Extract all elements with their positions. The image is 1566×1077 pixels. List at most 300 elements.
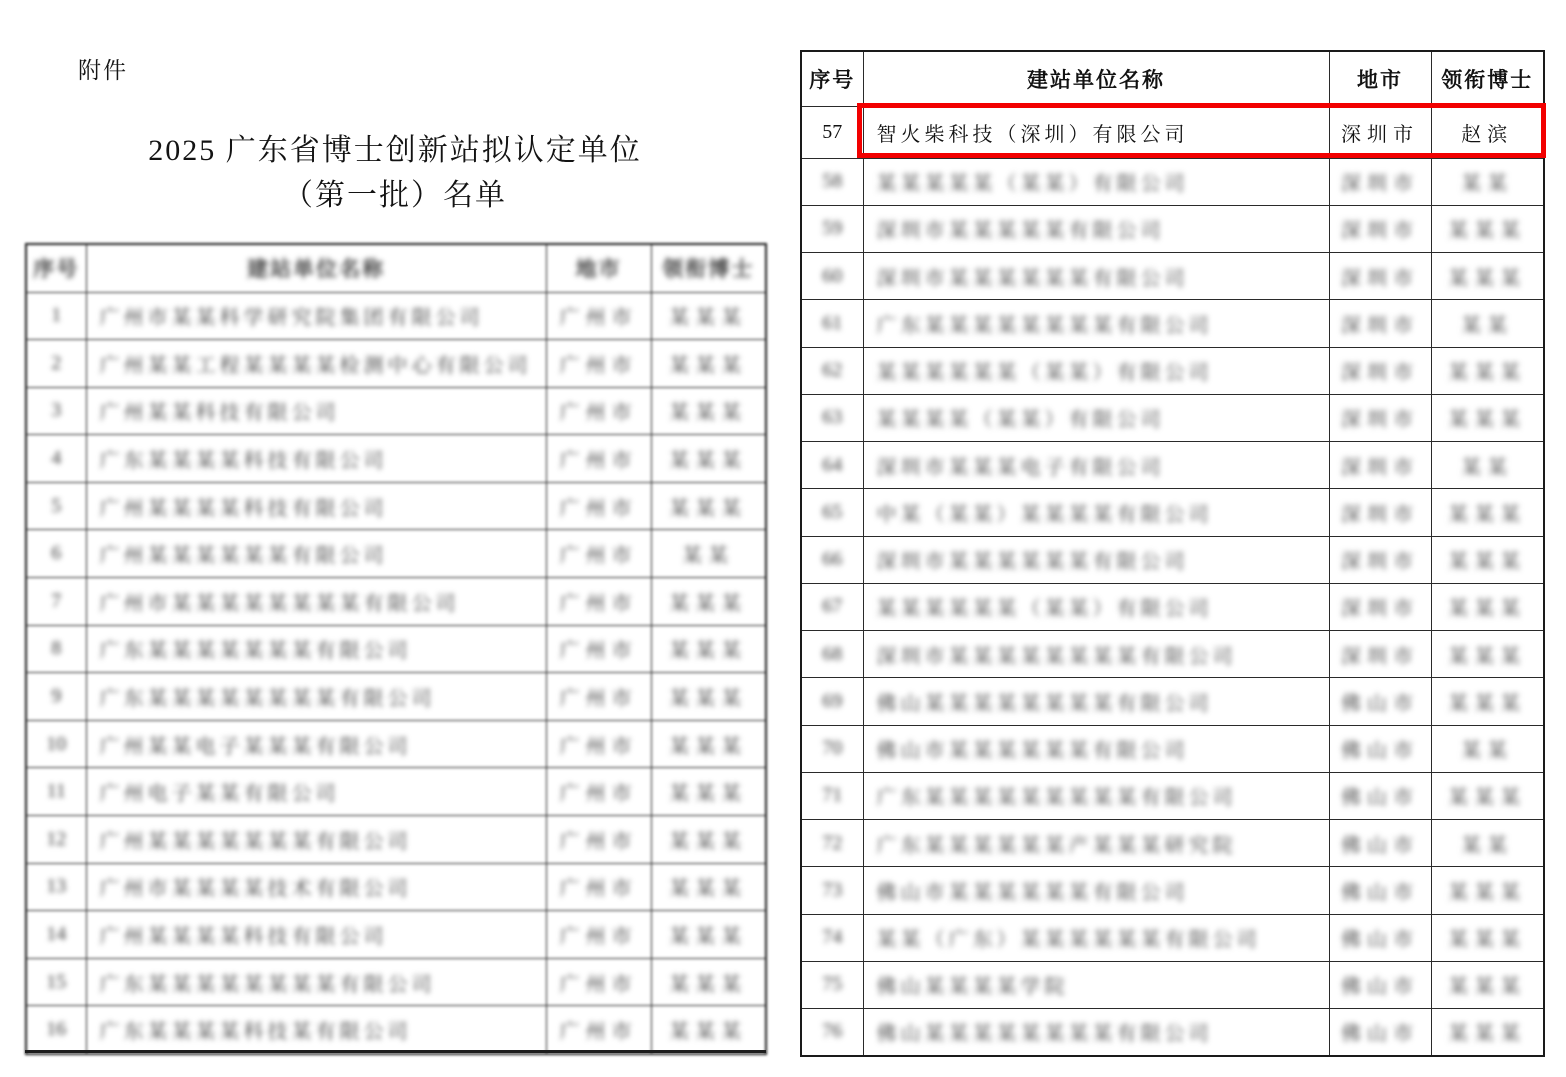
table-row (801, 536, 1544, 583)
header-cell-city: 地市 (546, 244, 651, 292)
cell-name-text: 广州某某某某某某某有限公司 (99, 830, 412, 853)
cell-doctor (1431, 489, 1544, 536)
right-table-header-row (801, 51, 1544, 106)
cell-no-text: 3 (51, 399, 62, 422)
cell-city (1329, 1009, 1431, 1056)
table-row (26, 958, 766, 1006)
cell-doctor (651, 530, 766, 578)
cell-name-text: 某某（广东）某某某某某某有限公司 (876, 929, 1261, 952)
cell-city (1329, 725, 1431, 772)
cell-name-text: 佛山某某某某某某某某有限公司 (876, 1023, 1213, 1046)
cell-name (86, 911, 546, 959)
cell-name-text: 广东某某某某科技某有限公司 (99, 1020, 412, 1043)
table-row (801, 583, 1544, 630)
cell-doctor-text: 某某某 (1448, 1023, 1527, 1046)
cell-name-text: 广东某某某某科技有限公司 (99, 450, 388, 473)
cell-no-text: 59 (822, 217, 843, 240)
cell-no-text: 61 (822, 311, 843, 334)
cell-name-text: 广东某某某某某某某某有限公司 (99, 688, 436, 711)
cell-city-text: 广州市 (559, 450, 638, 473)
cell-no-text: 64 (822, 453, 843, 476)
cell-doctor-text: 某某 (682, 545, 735, 568)
cell-city (546, 720, 651, 768)
cell-no (801, 583, 863, 630)
cell-no (801, 678, 863, 725)
cell-no (801, 106, 863, 158)
table-row (26, 292, 766, 340)
header-cell-name: 建站单位名称 (863, 51, 1329, 106)
cell-no (801, 631, 863, 678)
cell-name (863, 394, 1329, 441)
cell-city (1329, 394, 1431, 441)
cell-name-text: 广州市某某某某技术有限公司 (99, 878, 412, 901)
cell-no (26, 435, 86, 483)
cell-doctor-text: 某某 (1461, 314, 1514, 337)
cell-no (801, 725, 863, 772)
cell-doctor-text: 某某某 (1448, 503, 1527, 526)
cell-doctor-text: 某某某 (669, 878, 748, 901)
cell-name-text: 广州某某科技有限公司 (99, 402, 340, 425)
cell-doctor-text: 某某某 (1448, 362, 1527, 385)
cell-doctor (1431, 867, 1544, 914)
header-cell-doctor: 领衔博士 (1431, 51, 1544, 106)
cell-name-text: 某某某某某某（某某）有限公司 (876, 598, 1213, 621)
cell-city (546, 625, 651, 673)
cell-name (863, 253, 1329, 300)
cell-name-text: 广东某某某某某某某有限公司 (99, 640, 412, 663)
cell-doctor (651, 673, 766, 721)
cell-no-text: 68 (822, 642, 843, 665)
cell-doctor-text: 某某某 (1448, 929, 1527, 952)
cell-name-text: 深圳市某某某某某某某某有限公司 (876, 645, 1237, 668)
table-row (801, 158, 1544, 205)
document-title-line2: （第一批）名单 (283, 179, 507, 212)
cell-no-text: 60 (822, 264, 843, 287)
cell-no-text: 58 (822, 170, 843, 193)
cell-no (801, 772, 863, 819)
cell-city (1329, 772, 1431, 819)
cell-no (26, 863, 86, 911)
table-row (26, 340, 766, 388)
cell-doctor (1431, 961, 1544, 1008)
table-row (801, 300, 1544, 347)
cell-doctor (651, 1006, 766, 1054)
cell-city-text: 广州市 (559, 688, 638, 711)
cell-city (546, 673, 651, 721)
cell-city (1329, 961, 1431, 1008)
cell-city-text: 深圳市 (1341, 220, 1419, 243)
cell-no (26, 292, 86, 340)
cell-name-text: 广州电子某某有限公司 (99, 783, 340, 806)
cell-name (863, 867, 1329, 914)
table-row (801, 394, 1544, 441)
cell-no (26, 673, 86, 721)
cell-city (1329, 583, 1431, 630)
cell-city-text: 深圳市 (1341, 645, 1419, 668)
cell-name (863, 106, 1329, 158)
table-row (801, 725, 1544, 772)
cell-name (863, 347, 1329, 394)
cell-city (546, 911, 651, 959)
cell-doctor (1431, 678, 1544, 725)
table-row (801, 253, 1544, 300)
cell-no-text: 67 (822, 595, 843, 618)
cell-name-text: 佛山某某某某学院 (876, 976, 1069, 999)
cell-no-text: 73 (822, 878, 843, 901)
cell-city-text: 广州市 (559, 307, 638, 330)
cell-doctor (651, 292, 766, 340)
cell-name (863, 631, 1329, 678)
cell-name (863, 158, 1329, 205)
header-cell-name: 建站单位名称 (86, 244, 546, 292)
cell-name-text: 广州某某工程某某某某检测中心有限公司 (99, 354, 532, 377)
table-row (26, 863, 766, 911)
cell-no (26, 720, 86, 768)
cell-doctor (651, 625, 766, 673)
cell-doctor-text: 某某某 (669, 783, 748, 806)
cell-name-text: 广州市某某某某某某某某有限公司 (99, 592, 460, 615)
cell-name (863, 442, 1329, 489)
cell-city-text: 深圳市 (1341, 503, 1419, 526)
cell-no-text: 4 (51, 447, 62, 470)
table-row (26, 816, 766, 864)
cell-doctor (1431, 536, 1544, 583)
attachment-label: 附件 (78, 57, 128, 83)
cell-name-text: 广州某某某某某某有限公司 (99, 545, 388, 568)
cell-doctor-text: 某某某 (1448, 409, 1527, 432)
cell-city-text: 广州市 (559, 973, 638, 996)
cell-no (26, 911, 86, 959)
cell-name (86, 958, 546, 1006)
cell-no-text: 7 (51, 589, 62, 612)
cell-name-text: 深圳市某某某某某某有限公司 (876, 267, 1189, 290)
cell-doctor-text: 某某某 (669, 830, 748, 853)
cell-no (801, 300, 863, 347)
cell-city-text: 广州市 (559, 354, 638, 377)
table-row (801, 205, 1544, 252)
cell-doctor (1431, 914, 1544, 961)
cell-doctor-text: 某某某 (669, 592, 748, 615)
cell-doctor-text: 某某某 (1448, 881, 1527, 904)
cell-no-text: 62 (822, 359, 843, 382)
cell-city-text: 深圳市 (1341, 362, 1419, 385)
table-row (801, 347, 1544, 394)
cell-city-text: 广州市 (559, 926, 638, 949)
cell-doctor (1431, 583, 1544, 630)
cell-doctor (651, 578, 766, 626)
right-table-body (801, 106, 1544, 1056)
cell-no (801, 867, 863, 914)
cell-city-text: 佛山市 (1341, 976, 1419, 999)
cell-doctor-text: 某某 (1461, 456, 1514, 479)
cell-city-text: 深圳市 (1341, 598, 1419, 621)
cell-city-text: 佛山市 (1341, 834, 1419, 857)
cell-name (863, 205, 1329, 252)
table-row (26, 387, 766, 435)
cell-city-text: 广州市 (559, 1020, 638, 1043)
cell-city-text: 深圳市 (1341, 173, 1419, 196)
cell-name (86, 340, 546, 388)
cell-doctor-text: 某某 (1461, 173, 1514, 196)
cell-city-text: 广州市 (559, 545, 638, 568)
cell-city-text: 佛山市 (1341, 881, 1419, 904)
table-row (801, 442, 1544, 489)
cell-name (86, 387, 546, 435)
cell-doctor (1431, 1009, 1544, 1056)
cell-doctor-text: 某某某 (669, 497, 748, 520)
cell-name-text: 佛山某某某某某某某某有限公司 (876, 692, 1213, 715)
cell-no-text: 65 (822, 500, 843, 523)
cell-name-text: 广东某某某某某某某某有限公司 (876, 314, 1213, 337)
cell-name-text: 某某某某（某某）有限公司 (876, 409, 1165, 432)
cell-no (801, 914, 863, 961)
cell-doctor-text: 某某某 (1448, 598, 1527, 621)
cell-city (1329, 678, 1431, 725)
cell-no (801, 536, 863, 583)
cell-no-text: 14 (46, 923, 67, 946)
cell-no-text: 10 (46, 732, 67, 755)
cell-no-text: 69 (822, 689, 843, 712)
cell-name (863, 536, 1329, 583)
cell-no (26, 530, 86, 578)
cell-no (26, 958, 86, 1006)
cell-no-text: 2 (51, 351, 62, 374)
cell-no-text: 63 (822, 406, 843, 429)
cell-name-text: 中某（某某）某某某某有限公司 (876, 503, 1213, 526)
cell-city (1329, 106, 1431, 158)
cell-no (801, 489, 863, 536)
cell-no (26, 1006, 86, 1054)
cell-city (546, 768, 651, 816)
cell-no-text: 75 (822, 973, 843, 996)
right-table (800, 50, 1545, 1057)
cell-doctor (651, 720, 766, 768)
cell-doctor (1431, 158, 1544, 205)
cell-name (86, 530, 546, 578)
cell-city (546, 482, 651, 530)
table-row (801, 489, 1544, 536)
cell-city (1329, 820, 1431, 867)
cell-no-text: 72 (822, 831, 843, 854)
cell-name-text: 广东某某某某某某某某某有限公司 (876, 787, 1237, 810)
cell-name (863, 300, 1329, 347)
cell-name-text: 某某某某某某（某某）有限公司 (876, 362, 1213, 385)
cell-no-text: 11 (46, 780, 66, 803)
cell-city-text: 广州市 (559, 592, 638, 615)
cell-name-text: 佛山市某某某某某某有限公司 (876, 881, 1189, 904)
cell-doctor (1431, 205, 1544, 252)
cell-no-text: 1 (51, 304, 62, 327)
cell-doctor (651, 435, 766, 483)
cell-doctor-text: 某某某 (669, 1020, 748, 1043)
cell-doctor (1431, 300, 1544, 347)
cell-no-text: 57 (822, 120, 843, 143)
cell-name-text: 广州某某某某科技有限公司 (99, 926, 388, 949)
cell-no-text: 70 (822, 737, 843, 760)
cell-no (801, 442, 863, 489)
cell-doctor (651, 340, 766, 388)
cell-name (86, 673, 546, 721)
cell-doctor-text: 某某某 (669, 973, 748, 996)
cell-doctor (1431, 772, 1544, 819)
table-row (26, 482, 766, 530)
table-row (801, 1009, 1544, 1056)
table-row (26, 1006, 766, 1054)
cell-name (863, 678, 1329, 725)
cell-doctor (651, 958, 766, 1006)
cell-name-text: 深圳市某某某某某某有限公司 (876, 551, 1189, 574)
cell-city-text: 深圳市 (1341, 314, 1419, 337)
cell-name (863, 583, 1329, 630)
cell-no-text: 15 (46, 970, 67, 993)
cell-city-text: 广州市 (559, 878, 638, 901)
cell-doctor (1431, 347, 1544, 394)
cell-city (1329, 867, 1431, 914)
cell-doctor (651, 911, 766, 959)
cell-name (863, 489, 1329, 536)
cell-doctor (651, 768, 766, 816)
cell-doctor (651, 816, 766, 864)
cell-no (26, 482, 86, 530)
cell-city (1329, 631, 1431, 678)
cell-doctor-text: 某某某 (1448, 551, 1527, 574)
cell-city (546, 1006, 651, 1054)
cell-no-text: 71 (822, 784, 843, 807)
document-title (25, 128, 765, 218)
cell-doctor-text: 某某某 (669, 640, 748, 663)
cell-name-text: 广东某某某某某某某某有限公司 (99, 973, 436, 996)
cell-doctor (1431, 631, 1544, 678)
table-row (801, 631, 1544, 678)
cell-city (1329, 158, 1431, 205)
cell-city-text: 广州市 (559, 783, 638, 806)
cell-no-text: 76 (822, 1020, 843, 1043)
cell-city-text: 广州市 (559, 402, 638, 425)
table-row (26, 768, 766, 816)
cell-city-text: 深圳市 (1341, 551, 1419, 574)
cell-no (26, 387, 86, 435)
right-table-wrap (800, 50, 1545, 1057)
left-table-wrap (25, 243, 767, 1055)
cell-name (86, 816, 546, 864)
left-table-body (26, 292, 766, 1054)
table-row (801, 106, 1544, 158)
cell-doctor-text: 某某某 (669, 450, 748, 473)
cell-no (801, 158, 863, 205)
cell-no (26, 625, 86, 673)
cell-doctor-text: 某某某 (669, 688, 748, 711)
cell-city (1329, 253, 1431, 300)
cell-city (546, 530, 651, 578)
table-row (801, 914, 1544, 961)
cell-city-text: 佛山市 (1341, 692, 1419, 715)
cell-city-text: 深圳市 (1341, 123, 1419, 146)
cell-no (801, 205, 863, 252)
cell-city (546, 863, 651, 911)
cell-doctor-text: 某某 (1461, 740, 1514, 763)
cell-no (801, 253, 863, 300)
cell-city (546, 292, 651, 340)
cell-name (863, 914, 1329, 961)
table-row (801, 678, 1544, 725)
cell-no (801, 394, 863, 441)
cell-no-text: 16 (46, 1017, 67, 1040)
cell-city-text: 广州市 (559, 497, 638, 520)
cell-no (801, 820, 863, 867)
cell-city-text: 广州市 (559, 830, 638, 853)
cell-no (801, 347, 863, 394)
cell-city-text: 佛山市 (1341, 1023, 1419, 1046)
cell-city-text: 深圳市 (1341, 456, 1419, 479)
table-row (801, 867, 1544, 914)
cell-name (86, 292, 546, 340)
cell-name (863, 725, 1329, 772)
cell-no-text: 6 (51, 542, 62, 565)
cell-city (1329, 300, 1431, 347)
cell-city (546, 816, 651, 864)
cell-doctor-text: 某某某 (669, 402, 748, 425)
cell-city (1329, 442, 1431, 489)
cell-doctor-text: 赵滨 (1461, 123, 1514, 146)
cell-name (86, 435, 546, 483)
cell-name (86, 863, 546, 911)
cell-doctor-text: 某某某 (1448, 787, 1527, 810)
cell-name-text: 深圳市某某某电子有限公司 (876, 456, 1165, 479)
left-table-bottom-border (25, 1050, 766, 1053)
cell-doctor-text: 某某某 (669, 307, 748, 330)
cell-city (546, 387, 651, 435)
table-row (26, 911, 766, 959)
cell-doctor-text: 某某某 (1448, 645, 1527, 668)
cell-no-text: 12 (46, 827, 67, 850)
table-row (26, 720, 766, 768)
table-row (26, 435, 766, 483)
document-title-line1: 2025 广东省博士创新站拟认定单位 (148, 134, 642, 167)
cell-doctor (651, 482, 766, 530)
cell-name-text: 某某某某某（某某）有限公司 (876, 173, 1189, 196)
cell-city-text: 佛山市 (1341, 929, 1419, 952)
cell-name (86, 720, 546, 768)
cell-no (26, 340, 86, 388)
table-row (801, 772, 1544, 819)
header-cell-doctor: 领衔博士 (651, 244, 766, 292)
table-row (801, 820, 1544, 867)
cell-name-text: 深圳市某某某某某有限公司 (876, 220, 1165, 243)
cell-doctor-text: 某某某 (1448, 692, 1527, 715)
cell-doctor (1431, 442, 1544, 489)
cell-city-text: 深圳市 (1341, 267, 1419, 290)
cell-no (26, 816, 86, 864)
table-row (801, 961, 1544, 1008)
cell-doctor-text: 某某某 (1448, 976, 1527, 999)
cell-doctor-text: 某某某 (1448, 267, 1527, 290)
cell-city (1329, 347, 1431, 394)
cell-city-text: 佛山市 (1341, 740, 1419, 763)
cell-city (546, 958, 651, 1006)
cell-name (86, 482, 546, 530)
cell-no (26, 768, 86, 816)
cell-city (1329, 489, 1431, 536)
cell-no (26, 578, 86, 626)
cell-city (1329, 914, 1431, 961)
cell-name-text: 佛山市某某某某某某有限公司 (876, 740, 1189, 763)
cell-name (863, 961, 1329, 1008)
cell-name (86, 578, 546, 626)
cell-no-text: 9 (51, 685, 62, 708)
cell-name (863, 820, 1329, 867)
cell-doctor-text: 某某某 (669, 926, 748, 949)
cell-doctor (1431, 253, 1544, 300)
